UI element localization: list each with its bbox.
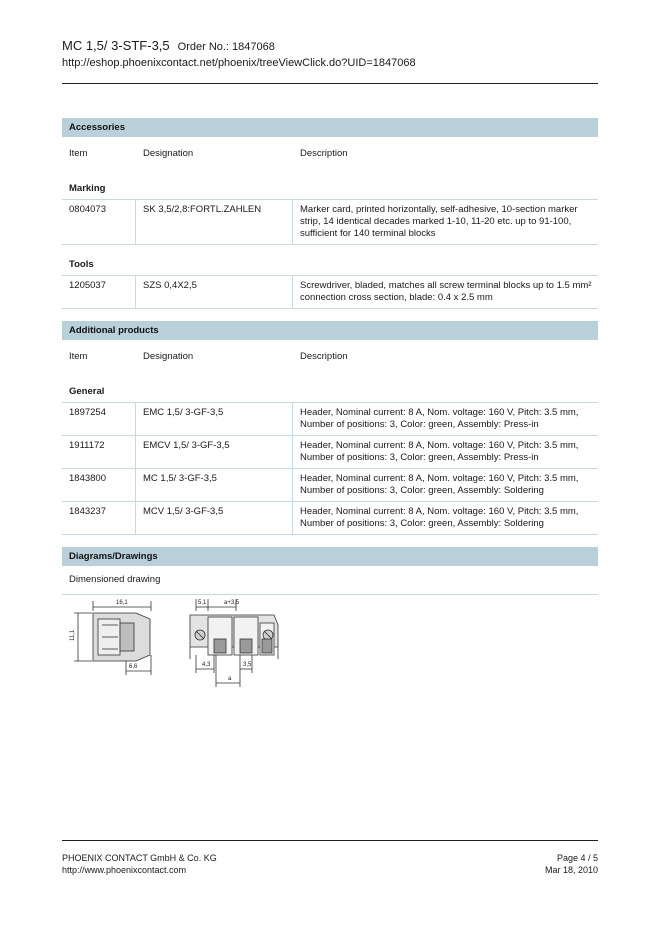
additional-column-headers	[62, 340, 598, 372]
order-number: Order No.: 1847068	[177, 41, 275, 53]
dimensioned-drawing	[62, 595, 598, 695]
dim-front-top: a+3,5	[224, 600, 240, 606]
table-row	[62, 436, 598, 469]
table-row	[62, 502, 598, 535]
designation: EMCV 1,5/ 3-GF-3,5	[136, 436, 293, 468]
dim-side-width: 16,1	[116, 600, 128, 606]
table-row	[62, 403, 598, 436]
product-url[interactable]: http://eshop.phoenixcontact.net/phoenix/treeViewClick.do?UID=1847068	[62, 57, 416, 69]
side-view	[74, 601, 151, 675]
header-rule	[62, 83, 598, 84]
subheading-tools: Tools	[62, 255, 598, 276]
section-accessories-heading: Accessories	[62, 118, 598, 137]
table-row	[62, 469, 598, 502]
dim-side-height: 11,1	[70, 629, 76, 641]
designation: EMC 1,5/ 3-GF-3,5	[136, 403, 293, 435]
company-name: PHOENIX CONTACT GmbH & Co. KG	[62, 853, 217, 863]
designation: SK 3,5/2,8:FORTL.ZAHLEN	[136, 200, 293, 244]
accessories-column-headers	[62, 137, 598, 169]
section-additional-products-heading: Additional products	[62, 321, 598, 340]
document-date: Mar 18, 2010	[544, 865, 598, 875]
title-line	[62, 38, 598, 55]
footer-rule	[62, 840, 598, 841]
column-header-description: Description	[300, 147, 348, 159]
front-view	[190, 599, 278, 687]
column-header-description: Description	[300, 350, 348, 362]
description: Header, Nominal current: 8 A, Nom. voltage: 160 V, Pitch: 3.5 mm, Number of positions: 3, Color: green, Assembly: Soldering	[300, 473, 579, 496]
column-header-item: Item	[69, 147, 88, 159]
designation: MC 1,5/ 3-GF-3,5	[136, 469, 293, 501]
column-header-designation: Designation	[143, 147, 194, 159]
company-website[interactable]: http://www.phoenixcontact.com	[62, 865, 187, 875]
description: Header, Nominal current: 8 A, Nom. voltage: 160 V, Pitch: 3.5 mm, Number of positions: 3, Color: green, Assembly: Press-in	[300, 407, 579, 430]
connector-dimension-drawing	[62, 595, 598, 695]
table-row	[62, 200, 598, 245]
item-number: 1205037	[62, 276, 136, 308]
description: Header, Nominal current: 8 A, Nom. voltage: 160 V, Pitch: 3.5 mm, Number of positions: 3, Color: green, Assembly: Soldering	[300, 506, 579, 529]
column-header-designation: Designation	[143, 350, 194, 362]
description: Screwdriver, bladed, matches all screw terminal blocks up to 1.5 mm² connection cross section, blade: 0.4 x 2.5 mm	[300, 280, 592, 303]
dim-front-bottom-left: 4,3	[202, 662, 211, 668]
table-row	[62, 276, 598, 309]
item-number: 0804073	[62, 200, 136, 244]
item-number: 1843237	[62, 502, 136, 534]
page-number: Page 4 / 5	[556, 853, 598, 863]
dim-front-bottom-right: 3,5	[243, 662, 252, 668]
item-number: 1843800	[62, 469, 136, 501]
description: Header, Nominal current: 8 A, Nom. voltage: 160 V, Pitch: 3.5 mm, Number of positions: 3, Color: green, Assembly: Press-in	[300, 440, 579, 463]
subheading-general: General	[62, 382, 598, 403]
main-content	[62, 118, 598, 695]
dimensioned-drawing-label: Dimensioned drawing	[62, 566, 598, 595]
designation: MCV 1,5/ 3-GF-3,5	[136, 502, 293, 534]
item-number: 1897254	[62, 403, 136, 435]
item-number: 1911172	[62, 436, 136, 468]
dim-side-bottom: 6,6	[129, 664, 138, 670]
dim-front-left: 5,1	[198, 600, 207, 606]
column-header-item: Item	[69, 350, 88, 362]
description: Marker card, printed horizontally, self-adhesive, 10-section marker strip, 14 identical decades marked 1-10, 11-20 etc. up to 91-100, sufficient for 140 terminal blocks	[300, 204, 578, 239]
designation: SZS 0,4X2,5	[136, 276, 293, 308]
section-diagrams-heading: Diagrams/Drawings	[62, 547, 598, 566]
subheading-marking: Marking	[62, 179, 598, 200]
product-name: MC 1,5/ 3-STF-3,5	[62, 38, 170, 53]
page-header	[62, 38, 598, 70]
dim-front-a: a	[228, 676, 232, 682]
